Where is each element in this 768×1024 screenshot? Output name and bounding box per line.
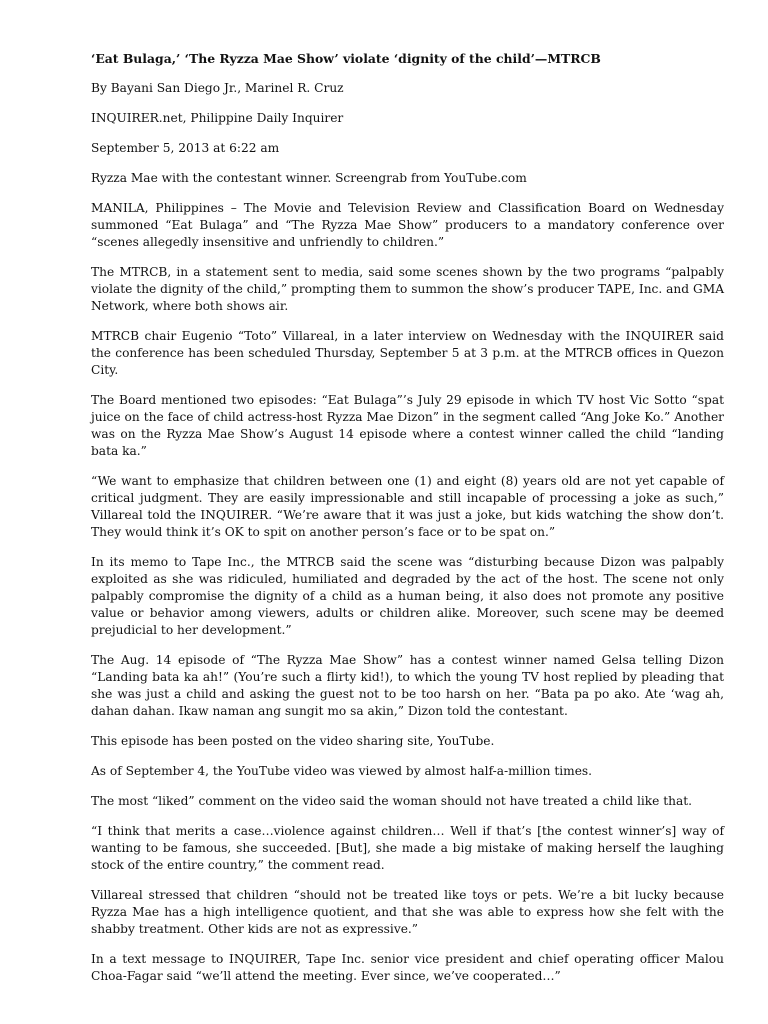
- paragraph-4: The Board mentioned two episodes: “Eat Bulaga”’s July 29 episode in which TV host Vic Sotto “spat juice on the face of child actress-host Ryzza Mae Dizon” in the segment called “Ang Joke Ko.” Another was on the Ryzza Mae Show’s August 14 episode where a contest winner called the child “landing bata ka.”: [91, 393, 724, 458]
- paragraph-6: In its memo to Tape Inc., the MTRCB said the scene was “disturbing because Dizon was palpably exploited as she was ridiculed, humiliated and degraded by the act of the host. The scene not only palpably compromise the dignity of a child as a human being, it also does not promote any positive value or behavior among viewers, adults or children alike. Moreover, such scene may be deemed prejudicial to her development.”: [91, 555, 724, 637]
- paragraph-9: As of September 4, the YouTube video was viewed by almost half-a-million times.: [91, 764, 593, 778]
- paragraph-8: This episode has been posted on the video sharing site, YouTube.: [91, 734, 495, 748]
- paragraph-1: MANILA, Philippines – The Movie and Television Review and Classification Board on Wednesday summoned “Eat Bulaga” and “The Ryzza Mae Show” producers to a mandatory conference over “scenes allegedly insensitive and unfriendly to children.”: [91, 201, 724, 249]
- article-title: ‘Eat Bulaga,’ ‘The Ryzza Mae Show’ violate ‘dignity of the child’—MTRCB: [91, 51, 601, 66]
- paragraph-13: In a text message to INQUIRER, Tape Inc. senior vice president and chief operating officer Malou Choa-Fagar said “we’ll attend the meeting. Ever since, we’ve cooperated…”: [91, 952, 724, 983]
- article-date: September 5, 2013 at 6:22 am: [91, 141, 280, 155]
- paragraph-12: Villareal stressed that children “should not be treated like toys or pets. We’re a bit lucky because Ryzza Mae has a high intelligence quotient, and that she was able to express how she felt with the shabby treatment. Other kids are not as expressive.”: [91, 888, 724, 936]
- paragraph-5: “We want to emphasize that children between one (1) and eight (8) years old are not yet capable of critical judgment. They are easily impressionable and still incapable of processing a joke as such,” Villareal told the INQUIRER. “We’re aware that it was just a joke, but kids watching the show don’t. They would think it’s OK to spit on another person’s face or to be spat on.”: [91, 474, 724, 539]
- article-byline: By Bayani San Diego Jr., Marinel R. Cruz: [91, 81, 344, 95]
- paragraph-3: MTRCB chair Eugenio “Toto” Villareal, in a later interview on Wednesday with the INQUIRER said the conference has been scheduled Thursday, September 5 at 3 p.m. at the MTRCB offices in Quezon City.: [91, 329, 724, 377]
- paragraph-2: The MTRCB, in a statement sent to media, said some scenes shown by the two programs “palpably violate the dignity of the child,” prompting them to summon the show’s producer TAPE, Inc. and GMA Network, where both shows air.: [91, 265, 724, 313]
- paragraph-7: The Aug. 14 episode of “The Ryzza Mae Show” has a contest winner named Gelsa telling Dizon “Landing bata ka ah!” (You’re such a flirty kid!), to which the young TV host replied by pleading that she was just a child and asking the guest not to be too harsh on her. “Bata pa po ako. Ate ‘wag ah, dahan dahan. Ikaw naman ang sungit mo sa akin,” Dizon told the contestant.: [91, 653, 724, 718]
- paragraph-10: The most “liked” comment on the video said the woman should not have treated a child like that.: [91, 794, 693, 808]
- article-source: INQUIRER.net, Philippine Daily Inquirer: [91, 111, 344, 125]
- image-caption: Ryzza Mae with the contestant winner. Screengrab from YouTube.com: [91, 171, 527, 185]
- paragraph-11: “I think that merits a case…violence against children… Well if that’s [the contest winner’s] way of wanting to be famous, she succeeded. [But], she made a big mistake of making herself the laughing stock of the entire country,” the comment read.: [91, 824, 724, 872]
